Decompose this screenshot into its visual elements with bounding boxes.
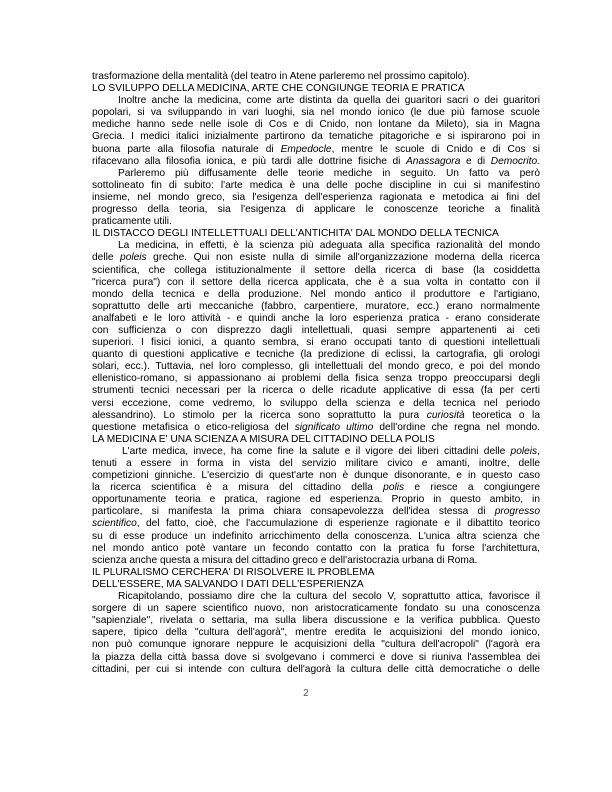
text-line: versi eccezione, come vedremo, lo sviluppo della scienza e della tecnica nel periodo xyxy=(92,397,540,409)
text-line: superiori. I fisici ionici, a quanto sembra, si erano occupati tanto di questioni intellettuali xyxy=(92,337,540,349)
text-line: particolare, si manifesta la prima chiara consapevolezza dell'idea stessa di progresso xyxy=(92,506,540,518)
text-line: scienza anche questa a misura del cittadino greco e dell'aristocrazia urbana di Roma. xyxy=(92,554,478,566)
text-line: Inoltre anche la medicina, come arte distinta da quella dei guaritori sacri o dei guaritori xyxy=(118,95,540,107)
text-line: sottolineato fin di subito: l'arte medica è una delle poche discipline in cui si manifestino xyxy=(92,179,540,191)
text-line: popolari, si va sviluppando in vari luoghi, sia nel mondo ionico (le due più famose scuole xyxy=(92,107,540,119)
text-line: La medicina, in effetti, è la scienza più adeguata alla specifica razionalità del mondo xyxy=(118,240,540,252)
text-line: scientifica, che collega istituzionalmente il settore della ricerca di base (la cosiddetta xyxy=(92,264,540,276)
text-line: sorgere di un sapere scientifico nuovo, non aristocraticamente fondato su una conoscenza xyxy=(92,603,540,615)
text-line: la piazza della città bassa dove si svolgevano i commerci e dove si riuniva l'assemblea dei xyxy=(92,651,540,663)
section-heading: IL DISTACCO DEGLI INTELLETTUALI DELL'ANTICHITA' DAL MONDO DELLA TECNICA xyxy=(92,228,499,240)
text-line: con sufficienza o con disprezzo dagli intellettuali, quasi sempre appartenenti ai ceti xyxy=(92,324,540,336)
text-line: su di esse produce un indefinito arricchimento della conoscenza. L'unica altra scienza che xyxy=(92,530,540,542)
text-line: sapere, tipico della "cultura dell'agorà", mentre eredita le acquisizioni del mondo ionico, xyxy=(92,627,540,639)
text-line: tenuti a essere in forma in vista del servizio militare civico e amanti, inoltre, delle xyxy=(92,458,540,469)
text-line: cittadini, per cui si intende con cultura dell'agorà la cultura delle città democratiche o delle xyxy=(92,663,540,675)
text-line: Ricapitolando, possiamo dire che la cultura del secolo V, soprattutto attica, favorisce il xyxy=(118,591,540,603)
text-line: soprattutto delle arti meccaniche (fabbro, carpentiere, muratore, ecc.) erano normalmente xyxy=(92,300,540,312)
text-line: opportunamente teoria e pratica, ragione ed esperienza. Proprio in questo ambito, in xyxy=(92,494,540,506)
section-heading: IL PLURALISMO CERCHERA' DI RISOLVERE IL PROBLEMA xyxy=(92,566,375,578)
text-line: competizioni ginniche. L'esercizio di quest'arte non è dunque disonorante, e in questo caso xyxy=(92,470,540,482)
text-line: "ricerca pura") con il settore della ricerca applicata, che è a sua volta in contatto con il xyxy=(92,276,540,288)
text-line: buona parte alla filosofia naturale di Empedocle, mentre le scuole di Cnido e di Cos si xyxy=(92,143,540,155)
text-line: rifacevano alla filosofia ionica, e più tardi alle dottrine fisiche di Anassagora e di Democrito. xyxy=(92,155,540,167)
text-line: mondo della tecnica e della produzione. Nel mondo antico il produttore e l'artigiano, xyxy=(92,288,540,300)
text-line: solari, ecc.). Tuttavia, nel loro complesso, gli intellettuali del mondo greco, e poi del mondo xyxy=(92,361,540,373)
text-line: "sapienziale", rivelata o settaria, ma sulla libera discussione e la verifica pubblica. Questo xyxy=(92,615,540,627)
section-heading: LA MEDICINA E' UNA SCIENZA A MISURA DEL CITTADINO DELLA POLIS xyxy=(92,433,435,445)
text-line: quanto di questioni applicative e tecniche (la predizione di eclissi, la cartografia, gli orologi xyxy=(92,349,540,361)
text-line: Parleremo più diffusamente delle teorie mediche in seguito. Un fatto va però xyxy=(118,167,540,179)
text-line: Grecia. I medici italici inizialmente partirono da tematiche pitagoriche e si ispirarono poi in xyxy=(92,131,540,143)
text-line: insieme, nel mondo greco, sia l'esigenza dell'esperienza ragionata e metodica ai fini del xyxy=(92,191,540,203)
text-line: L'arte medica, invece, ha come fine la salute e il vigore dei liberi cittadini delle poleis, xyxy=(122,445,540,457)
text-line: analfabeti e le loro attività - e quindi anche la loro esperienza pratica - erano considerate xyxy=(92,312,540,324)
text-line: alessandrino). Lo stimolo per la ricerca sono soprattutto la pura curiosità teoretica o la xyxy=(92,409,540,421)
text-line: praticamente utili. xyxy=(92,216,172,228)
text-line: strumenti tecnici necessari per la ricerca o delle ricadute applicative di essa (fa per certi xyxy=(92,385,540,397)
text-line: mediche hanno sede nelle isole di Cos e di Cnido, non lontane da Mileto), sia in Magna xyxy=(92,119,540,131)
section-heading: LO SVILUPPO DELLA MEDICINA, ARTE CHE CONGIUNGE TEORIA E PRATICA xyxy=(92,83,465,95)
text-line: progresso della teoria, sia l'esigenza di applicare le conoscenze teoriche a finalità xyxy=(92,204,540,216)
document-body xyxy=(92,71,540,676)
text-line: non può comunque ignorare neppure le acquisizioni della "cultura dell'acropoli" (l'agorà era xyxy=(92,639,540,651)
text-line: trasformazione della mentalità (del teatro in Atene parleremo nel prossimo capitolo). xyxy=(92,71,470,82)
section-heading: DELL'ESSERE, MA SALVANDO I DATI DELL'ESPERIENZA xyxy=(92,578,364,590)
text-line: scientifico, del fatto, cioè, che l'accumulazione di esperienze ragionate e il dibattito teorico xyxy=(92,518,540,530)
text-line: la ricerca scientifica è a misura del cittadino della polis e riesce a congiungere xyxy=(92,482,540,494)
page-number: 2 xyxy=(303,688,309,699)
text-line: ellenistico-romano, si appassionano ai problemi della fisica senza troppo preoccuparsi degli xyxy=(92,373,540,385)
text-line: nel mondo antico potè vantare un fecondo contatto con la pratica fu forse l'architettura, xyxy=(92,542,540,554)
text-line: delle poleis greche. Qui non esiste nulla di simile all'organizzazione moderna della ricerca xyxy=(92,252,540,264)
text-line: questione metafisica o etico-religiosa del significato ultimo dell'ordine che regna nel mondo. xyxy=(92,421,540,433)
